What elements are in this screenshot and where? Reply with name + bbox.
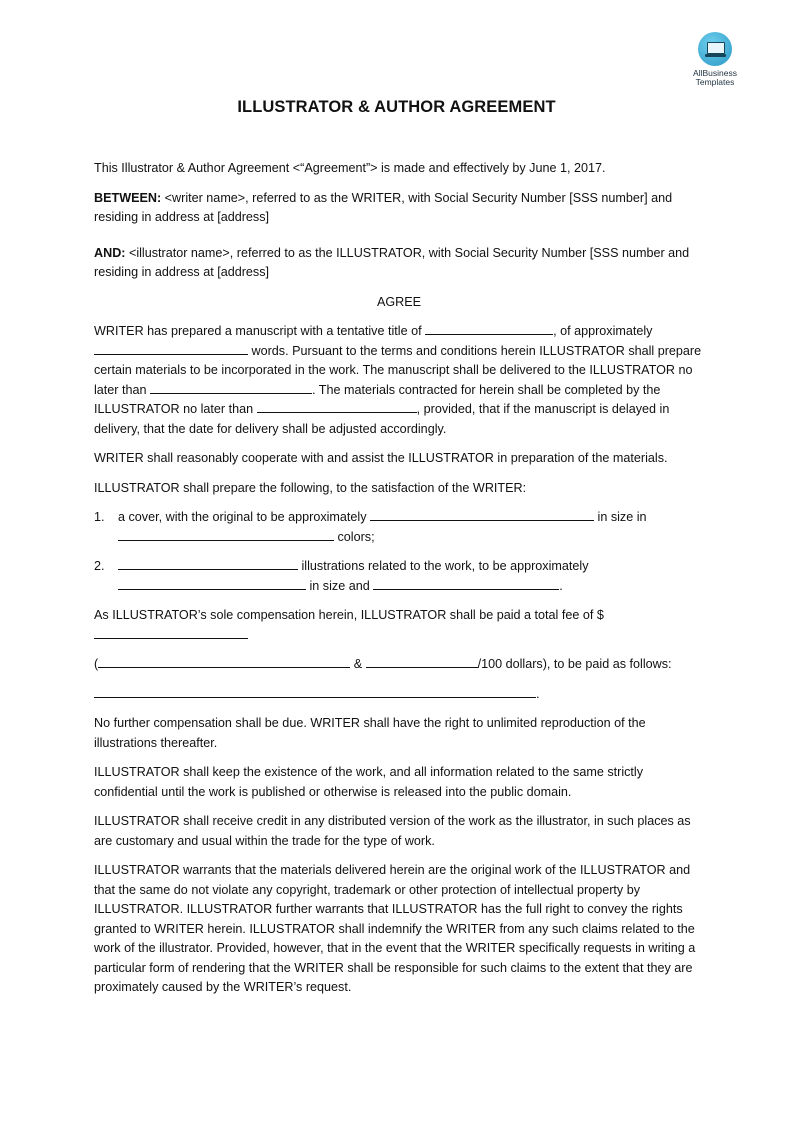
logo-text: AllBusiness Templates	[693, 68, 737, 87]
document-body	[94, 159, 704, 1008]
cooperate-paragraph: WRITER shall reasonably cooperate with and assist the ILLUSTRATOR in preparation of the materials.	[94, 451, 668, 465]
word-count-blank	[94, 342, 248, 355]
manuscript-paragraph: WRITER has prepared a manuscript with a tentative title of , of approximately words. Pursuant to the terms and conditions herein ILLUSTRATOR shall prepare certain materials to be incorporated in the work. The manuscript shall be delivered to the ILLUSTRATOR no later than . The materials contracted for herein shall be completed by the ILLUSTRATOR no later than , provided, that if the manuscript is delayed in delivery, that the date for delivery shall be adjusted accordingly.	[94, 324, 702, 436]
illustration-extra-blank	[373, 577, 559, 590]
no-further-compensation-paragraph: No further compensation shall be due. WRITER shall have the right to unlimited reproduction of the illustrations thereafter.	[94, 716, 646, 750]
and-text: <illustrator name>, referred to as the ILLUSTRATOR, with Social Security Number [SSS number and residing in address at [address]	[94, 245, 690, 279]
completion-date-blank	[257, 400, 417, 413]
between-paragraph	[94, 189, 704, 228]
warranty-paragraph: ILLUSTRATOR warrants that the materials delivered herein are the original work of the ILLUSTRATOR and that the same do not violate any copyright, trademark or other protection of intellectual property by ILLUSTRATOR. ILLUSTRATOR further warrants that ILLUSTRATOR has the full right to convey the rights granted to WRITER herein. ILLUSTRATOR shall indemnify the WRITER from any such claims related to the work of the illustrator. Provided, however, that in the event that the WRITER specifically requests in writing a particular form of rendering that the WRITER shall be responsible for such claims to the extent that they are proximately caused by the WRITER’s request.	[94, 863, 696, 994]
manuscript-delivery-date-blank	[150, 381, 312, 394]
between-text: <writer name>, referred to as the WRITER, with Social Security Number [SSS number] and residing in address at [address]	[94, 190, 673, 224]
intro-paragraph: This Illustrator & Author Agreement <“Agreement”> is made and effectively by June 1, 2017.	[94, 161, 606, 175]
laptop-icon	[698, 32, 732, 66]
and-paragraph	[94, 244, 704, 283]
list-item: 2. illustrations related to the work, to be approximately in size and .	[94, 559, 589, 593]
and-label: AND:	[94, 245, 126, 260]
illustration-count-blank	[118, 557, 298, 570]
title-blank	[425, 322, 553, 335]
list-number: 2.	[94, 559, 105, 573]
prepare-paragraph: ILLUSTRATOR shall prepare the following, to the satisfaction of the WRITER:	[94, 480, 527, 495]
fee-amount-blank	[94, 626, 248, 639]
page-title: ILLUSTRATOR & AUTHOR AGREEMENT	[237, 98, 556, 116]
allbusiness-templates-logo	[688, 32, 742, 87]
list-number: 1.	[94, 510, 105, 524]
between-label: BETWEEN:	[94, 190, 162, 205]
compensation-paragraph: As ILLUSTRATOR’s sole compensation herein, ILLUSTRATOR shall be paid a total fee of $	[94, 606, 704, 645]
amount-in-words-paragraph: ( & /100 dollars), to be paid as follows:	[94, 657, 672, 671]
illustration-size-blank	[118, 577, 306, 590]
confidentiality-paragraph: ILLUSTRATOR shall keep the existence of the work, and all information related to the same strictly confidential until the work is published or otherwise is released into the public domain.	[94, 765, 644, 799]
amount-words-blank	[98, 655, 350, 668]
cents-blank	[366, 655, 478, 668]
list-item: 1. a cover, with the original to be approximately in size in colors;	[94, 510, 647, 544]
agree-heading: AGREE	[376, 294, 422, 309]
cover-size-blank	[370, 508, 594, 521]
payment-terms-line: .	[94, 685, 704, 705]
credit-paragraph: ILLUSTRATOR shall receive credit in any distributed version of the work as the illustrator, in such places as are customary and usual within the trade for the type of work.	[94, 814, 691, 848]
cover-colors-blank	[118, 528, 334, 541]
payment-terms-blank	[94, 685, 536, 698]
